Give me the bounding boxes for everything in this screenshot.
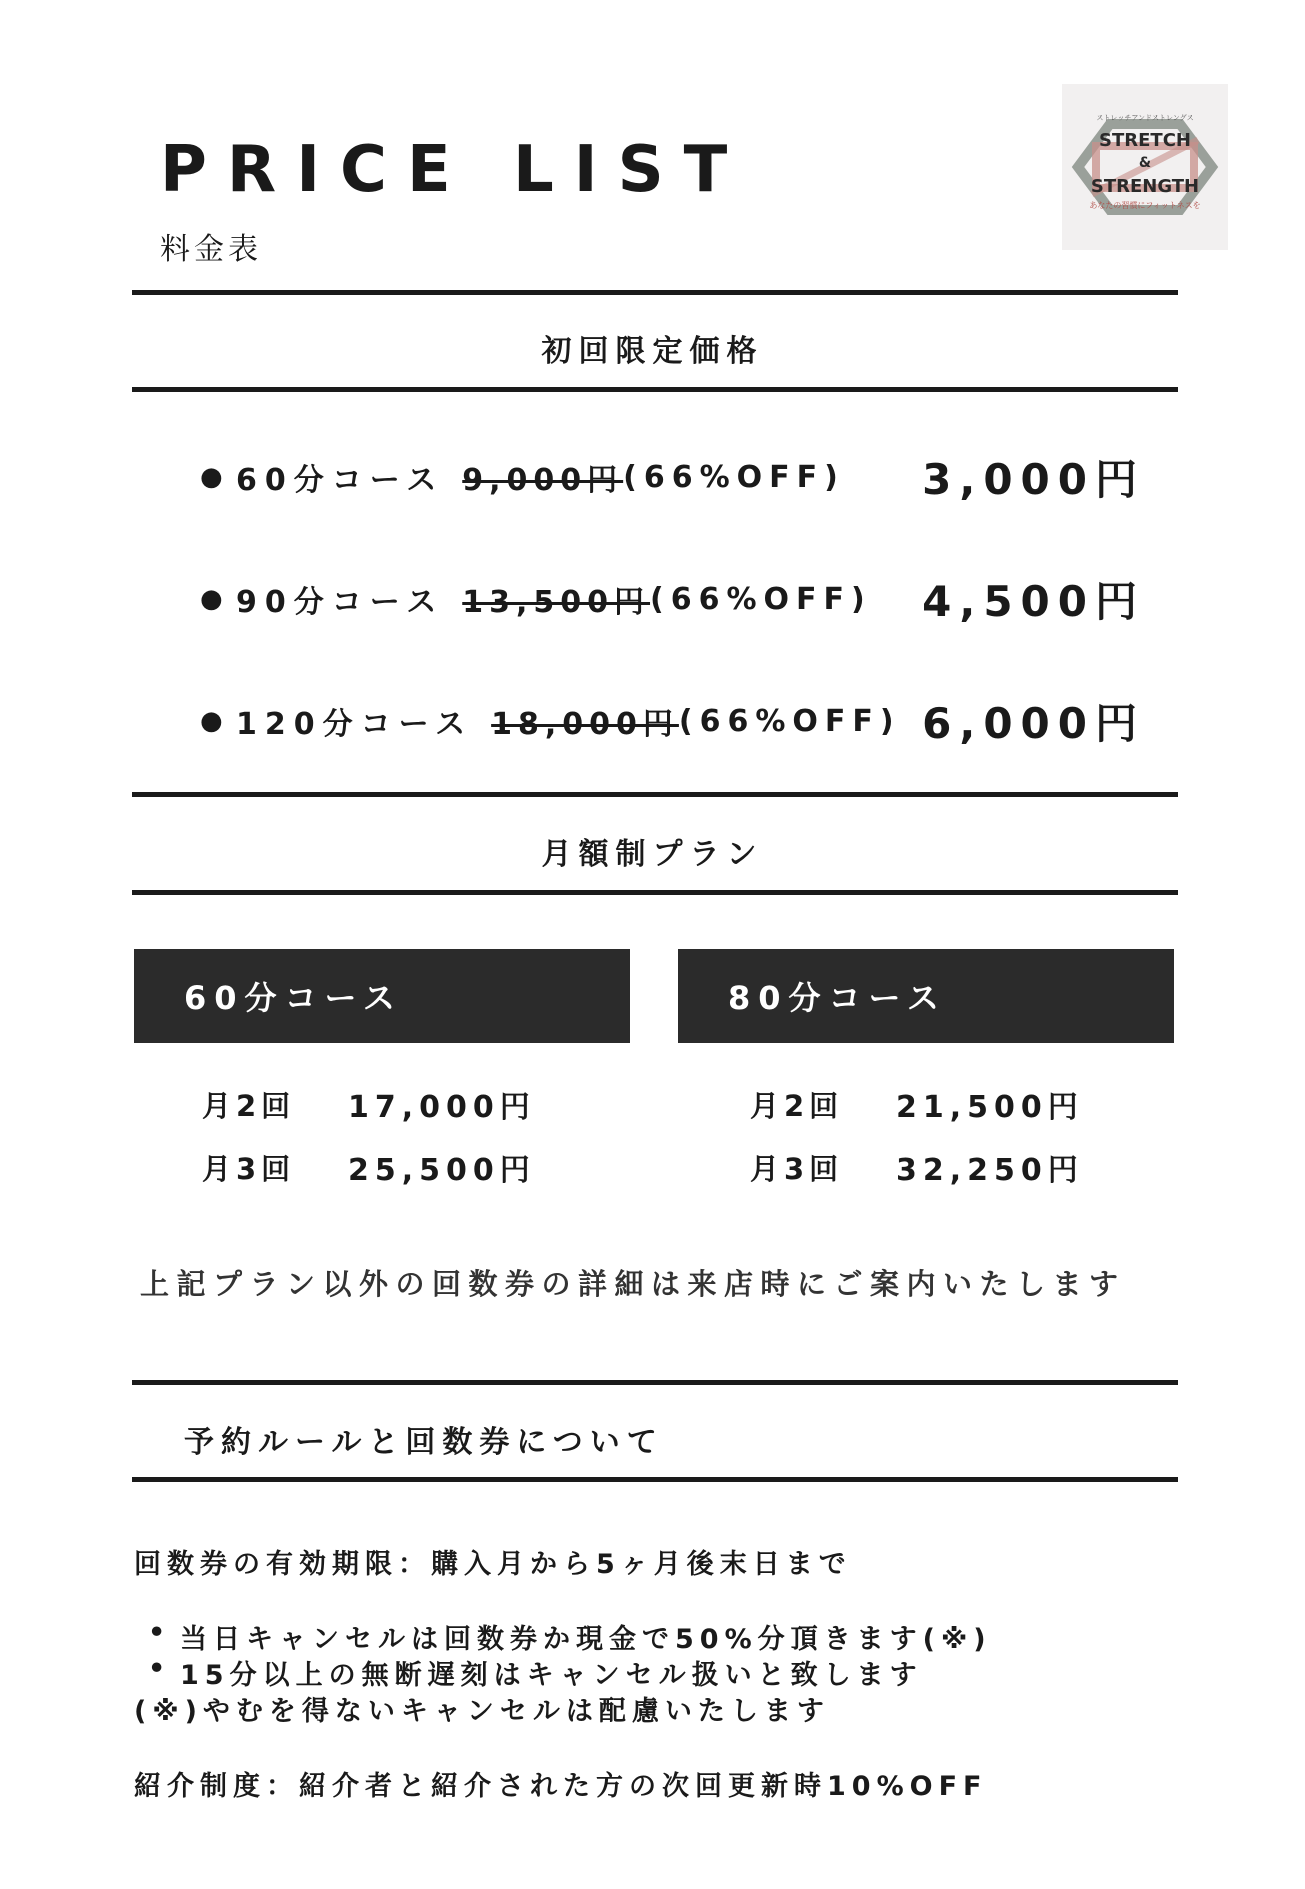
monthly-heading: 月額制プラン — [541, 837, 764, 872]
plan-price-row — [202, 1084, 536, 1124]
monthly-note: 上記プラン以外の回数券の詳細は来店時にご案内いたします — [140, 1267, 1126, 1301]
bullet-icon: ● — [200, 706, 223, 736]
divider — [132, 290, 1178, 295]
plan-price-row — [202, 1147, 536, 1187]
bullet-icon: • — [148, 1617, 172, 1648]
rules-heading: 予約ルールと回数券について — [184, 1425, 664, 1460]
plan-amount: 21,500円 — [896, 1090, 1084, 1125]
logo-line-strength: STRENGTH — [1090, 176, 1200, 197]
logo-top-text: ストレッチアンドストレングス — [1096, 114, 1194, 122]
rule-bullet-text: 15分以上の無断遅刻はキャンセル扱いと致します — [180, 1660, 923, 1691]
original-price: 18,000円 — [491, 707, 679, 742]
discount-label: (66%OFF) — [623, 459, 845, 495]
logo-line-ampersand: & — [1138, 155, 1152, 171]
trial-course-item — [200, 574, 1145, 624]
brand-logo — [1062, 84, 1228, 250]
logo-tagline: あなたの習慣にフィットネスを — [1089, 201, 1201, 210]
divider — [132, 792, 1178, 797]
plan-frequency: 月2回 — [750, 1088, 844, 1123]
plan-amount: 32,250円 — [896, 1153, 1084, 1188]
bullet-icon: ● — [200, 584, 223, 614]
bullet-icon: ● — [200, 462, 223, 492]
discount-label: (66%OFF) — [650, 581, 872, 617]
divider — [132, 890, 1178, 895]
page-title: PRICE LIST — [160, 133, 748, 207]
divider — [132, 1380, 1178, 1385]
plan-amount: 17,000円 — [348, 1090, 536, 1125]
trial-price: 4,500円 — [922, 577, 1145, 626]
plan-header-60: 60分コース — [134, 949, 630, 1043]
referral-info: 紹介制度：紹介者と紹介された方の次回更新時10%OFF — [134, 1771, 988, 1802]
plan-price-row — [750, 1147, 1084, 1187]
plan-frequency: 月3回 — [750, 1151, 844, 1186]
trial-course-item — [200, 452, 1145, 502]
rule-footnote: (※)やむを得ないキャンセルは配慮いたします — [134, 1696, 830, 1727]
course-name: 120分コース — [236, 707, 474, 742]
trial-price: 3,000円 — [922, 455, 1145, 504]
original-price: 13,500円 — [462, 585, 651, 620]
course-name: 60分コース — [236, 463, 445, 498]
discount-label: (66%OFF) — [678, 703, 901, 739]
divider — [132, 387, 1178, 392]
plan-header-80: 80分コース — [678, 949, 1174, 1043]
plan-amount: 25,500円 — [348, 1153, 536, 1188]
rule-bullet-text: 当日キャンセルは回数券か現金で50%分頂きます(※) — [180, 1624, 992, 1655]
ticket-validity: 回数券の有効期限：購入月から5ヶ月後末日まで — [134, 1549, 852, 1580]
course-name: 90分コース — [236, 585, 445, 620]
bullet-icon: • — [148, 1653, 172, 1684]
plan-frequency: 月2回 — [202, 1088, 296, 1123]
trial-course-item — [200, 696, 1145, 746]
plan-frequency: 月3回 — [202, 1151, 296, 1186]
rule-bullet-item — [148, 1617, 992, 1656]
original-price: 9,000円 — [462, 463, 624, 498]
plan-price-row — [750, 1084, 1084, 1124]
rule-bullet-item — [148, 1653, 923, 1692]
divider — [132, 1477, 1178, 1482]
page-subtitle: 料金表 — [160, 232, 262, 267]
trial-price: 6,000円 — [922, 699, 1145, 748]
brand-logo-graphic — [1062, 84, 1228, 250]
logo-line-stretch: STRETCH — [1099, 130, 1191, 151]
trial-heading: 初回限定価格 — [541, 334, 764, 369]
